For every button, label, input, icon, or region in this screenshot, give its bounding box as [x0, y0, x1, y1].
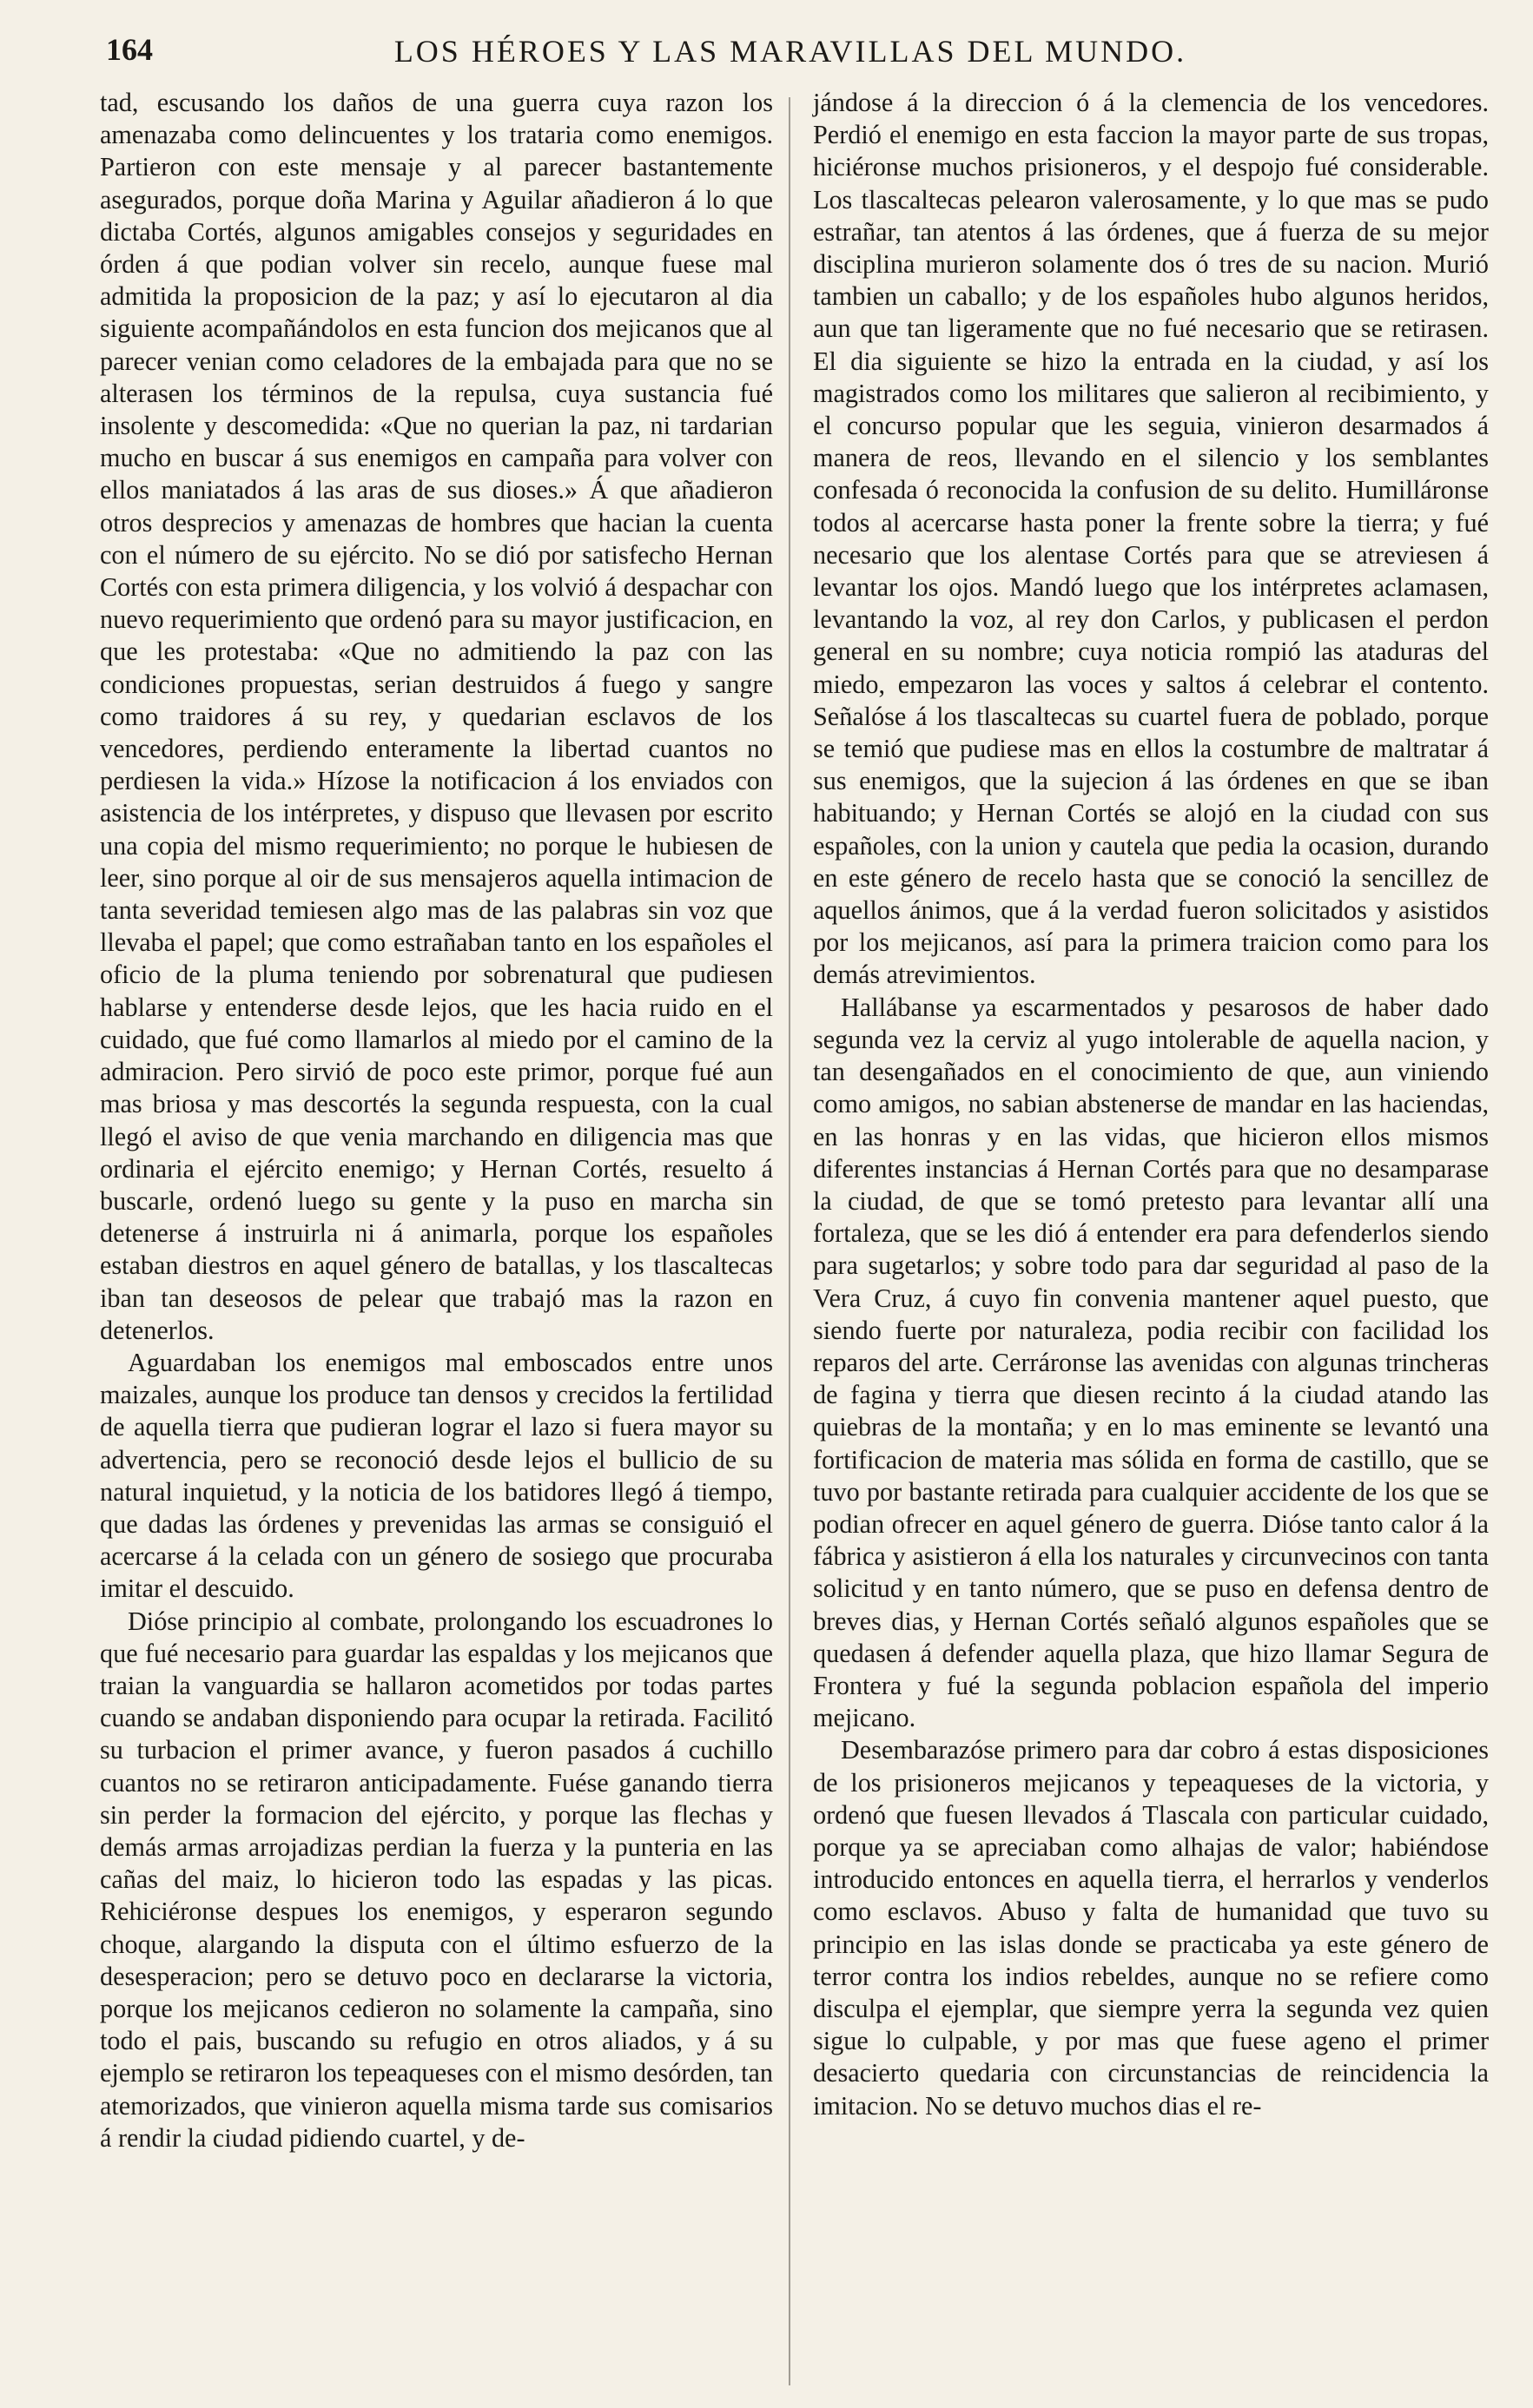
paragraph: tad, escusando los daños de una guerra cuya razon los amenazaba como delincuentes y los trataria como enemigos. Partieron con este mensaje y al parecer bastantemente asegurados, porque doña Marina y Aguilar añadieron á lo que dictaba Cortés, algunos amigables consejos y seguridades en órden á que podian volver sin recelo, aunque fuese mal admitida la proposicion de la paz; y así lo ejecutaron al dia siguiente acompañándolos en esta funcion dos mejicanos que al parecer venian como celadores de la embajada para que no se alterasen los términos de la repulsa, cuya sustancia fué insolente y descomedida: «Que no querian la paz, ni tardarian mucho en buscar á sus enemigos en campaña para volver con ellos maniatados á las aras de sus dioses.» Á que añadieron otros desprecios y amenazas de hombres que hacian la cuenta con el número de su ejército. No se dió por satisfecho Hernan Cortés con esta primera diligencia, y los volvió á despachar con nuevo requerimiento que ordenó para su mayor justificacion, en que les protestaba: «Que no admitiendo la paz con las condiciones propuestas, serian destruidos á fuego y sangre como traidores á su rey, y quedarian esclavos de los vencedores, perdiendo enteramente la libertad cuantos no perdiesen la vida.» Hízose la notificacion á los enviados con asistencia de los intérpretes, y dispuso que llevasen por escrito una copia del mismo requerimiento; no porque le hubiesen de leer, sino porque al oir de sus mensajeros aquella intimacion de tanta severidad temiesen algo mas de las palabras sin voz que llevaba el papel; que como estrañaban tanto en los españoles el oficio de la pluma teniendo por sobrenatural que pudiesen hablarse y entenderse desde lejos, que les hacia ruido en el cuidado, que fué como llamarlos al miedo por el camino de la admiracion. Pero sirvió de poco este primor, porque fué aun mas briosa y mas descortés la segunda respuesta, con la cual llegó el aviso de que venia marchando en diligencia mas que ordinaria el ejército enemigo; y Hernan Cortés, resuelto á buscarle, ordenó luego su gente y la puso en marcha sin detenerse á instruirla ni á animarla, porque los españoles estaban diestros en aquel género de batallas, y los tlascaltecas iban tan deseosos de pelear que trabajó mas la razon en detenerlos.	[100, 88, 773, 1345]
left-column	[100, 87, 773, 2154]
paragraph: Desembarazóse primero para dar cobro á estas disposiciones de los prisioneros mejicanos y tepeaqueses de la victoria, y ordenó que fuesen llevados á Tlascala con particular cuidado, porque ya se apreciaban como alhajas de valor; habiéndose introducido entonces en aquella tierra, el herrarlos y venderlos como esclavos. Abuso y falta de humanidad que tuvo su principio en las islas donde se practicaba ya este género de terror contra los indios rebeldes, aunque no se refiere como disculpa el ejemplar, que siempre yerra la segunda vez quien sigue lo culpable, y por mas que fuese ageno el primer desacierto quedaria con circunstancias de reincidencia la imitacion. No se detuvo muchos dias el re-	[813, 1735, 1489, 2121]
running-title: LOS HÉROES Y LAS MARAVILLAS DEL MUNDO.	[393, 34, 1187, 69]
paragraph: jándose á la direccion ó á la clemencia de los vencedores. Perdió el enemigo en esta faccion la mayor parte de sus tropas, hiciéronse muchos prisioneros, y el despojo fué considerable. Los tlascaltecas pelearon valerosamente, y lo que mas se pudo estrañar, tan atentos á las órdenes, que á fuerza de su mejor disciplina murieron solamente dos ó tres de su nacion. Murió tambien un caballo; y de los españoles hubo algunos heridos, aun que tan ligeramente que no fué necesario que se retirasen. El dia siguiente se hizo la entrada en la ciudad, y así los magistrados como los militares que salieron al recibimiento, y el concurso popular que les seguia, vinieron desarmados á manera de reos, llevando en el silencio y los semblantes confesada ó reconocida la confusion de su delito. Humilláronse todos al acercarse hasta poner la frente sobre la tierra; y fué necesario que los alentase Cortés para que se atreviesen á levantar los ojos. Mandó luego que los intérpretes aclamasen, levantando la voz, al rey don Carlos, y publicasen el perdon general en su nombre; cuya noticia rompió las ataduras del miedo, empezaron las voces y saltos á celebrar el contento. Señalóse á los tlascaltecas su cuartel fuera de poblado, porque se temió que pudiese mas en ellos la costumbre de maltratar á sus enemigos, que la sujecion á las órdenes en que se iban habituando; y Hernan Cortés se alojó en la ciudad con sus españoles, con la union y cautela que pedia la ocasion, durando en este género de recelo hasta que se conoció la sencillez de aquellos ánimos, que á la verdad fueron solicitados y asistidos por los mejicanos, así para la primera traicion como para los demás atrevimientos.	[813, 88, 1489, 990]
paragraph: Dióse principio al combate, prolongando los escuadrones lo que fué necesario para guardar las espaldas y los mejicanos que traian la vanguardia se hallaron acometidos por todas partes cuando se andaban disponiendo para ocupar la retirada. Facilitó su turbacion el primer avance, y fueron pasados á cuchillo cuantos no se retiraron anticipadamente. Fuése ganando tierra sin perder la formacion del ejército, y porque las flechas y demás armas arrojadizas perdian la fuerza y la punteria en las cañas del maiz, lo hicieron todo las espadas y las picas. Rehiciéronse despues los enemigos, y esperaron segundo choque, alargando la disputa con el último esfuerzo de la desesperacion; pero se detuvo poco en declararse la victoria, porque los mejicanos cedieron no solamente la campaña, sino todo el pais, buscando su refugio en otros aliados, y á su ejemplo se retiraron los tepeaqueses con el mismo desórden, tan atemorizados, que vinieron aquella misma tarde sus comisarios á rendir la ciudad pidiendo cuartel, y de-	[100, 1606, 773, 2153]
column-divider	[789, 97, 790, 2385]
paragraph: Hallábanse ya escarmentados y pesarosos de haber dado segunda vez la cerviz al yugo intolerable de aquella nacion, y tan desengañados en el conocimiento de que, aun viniendo como amigos, no sabian abstenerse de mandar en las haciendas, en las honras y en las vidas, que hicieron ellos mismos diferentes instancias á Hernan Cortés para que no desamparase la ciudad, de que se tomó pretesto para levantar allí una fortaleza, que se les dió á entender era para defenderlos siendo para sugetarlos; y sobre todo para dar seguridad al paso de la Vera Cruz, á cuyo fin convenia mantener aquel puesto, que siendo fuerte por naturaleza, podia recibir con facilidad los reparos del arte. Cerráronse las avenidas con algunas trincheras de fagina y tierra que diesen recinto á la ciudad atando las quiebras de la montaña; y en lo mas eminente se levantó una fortificacion de materia mas sólida en forma de castillo, que se tuvo por bastante retirada para cualquier accidente de los que se podian ofrecer en aquel género de guerra. Dióse tanto calor á la fábrica y asistieron á ella los naturales y circunvecinos con tanta solicitud y en tanto número, que se puso en defensa dentro de breves dias, y Hernan Cortés señaló algunos españoles que se quedasen á defender aquella plaza, que hizo llamar Segura de Frontera y fué la segunda poblacion española del imperio mejicano.	[813, 992, 1489, 1733]
right-column	[813, 87, 1489, 2122]
page-header	[96, 26, 1485, 78]
paragraph: Aguardaban los enemigos mal emboscados entre unos maizales, aunque los produce tan densos y crecidos la fertilidad de aquella tierra que pudieran lograr el lazo si fuera mayor su advertencia, pero se reconoció desde lejos el bullicio de su natural inquietud, y la noticia de los batidores llegó á tiempo, que dadas las órdenes y prevenidas las armas se consiguió el acercarse á la celada con un género de sosiego que procuraba imitar el descuido.	[100, 1347, 773, 1604]
page-number: 164	[106, 32, 153, 67]
